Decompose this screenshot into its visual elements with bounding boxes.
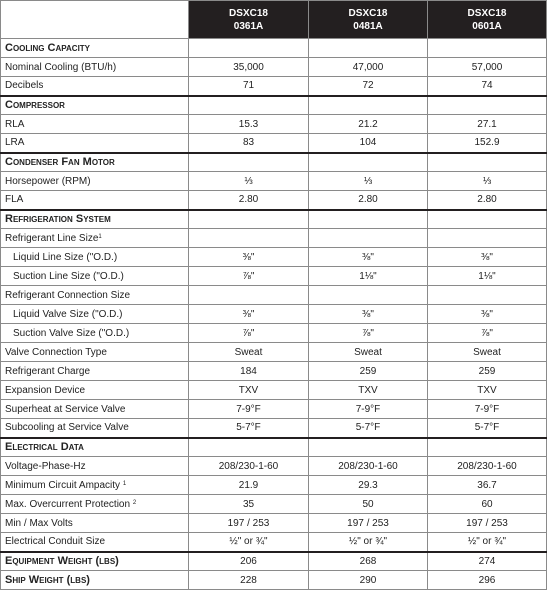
footnote-marker: 2 (132, 499, 137, 506)
cell-value: 7-9°F (309, 400, 428, 419)
cell-value: 268 (309, 552, 428, 571)
row-conduit-size (1, 533, 547, 552)
cell-value: 274 (428, 552, 547, 571)
row-label: LRA (1, 134, 189, 153)
cell-value: Sweat (428, 343, 547, 362)
cell-value: ⅞" (428, 324, 547, 343)
row-refrigerant-line-size (1, 229, 547, 248)
cell-value: 206 (189, 552, 309, 571)
row-lra (1, 134, 547, 153)
row-voltage-phase-hz (1, 457, 547, 476)
row-label: Minimum Circuit Ampacity $^1$ (1, 476, 189, 495)
row-refrigerant-connection-size (1, 286, 547, 305)
cell-value: ⅞" (189, 324, 309, 343)
row-liquid-line-size (1, 248, 547, 267)
cell-value: ⅓ (309, 172, 428, 191)
row-label: Refrigerant Connection Size (1, 286, 189, 305)
cell-value: 228 (189, 571, 309, 590)
row-label: Equipment Weight (lbs) (1, 552, 189, 571)
row-label: FLA (1, 191, 189, 210)
row-label: Electrical Conduit Size (1, 533, 189, 552)
cell-value: 29.3 (309, 476, 428, 495)
cell-value: 1⅛" (428, 267, 547, 286)
cell-value: 104 (309, 134, 428, 153)
cell-value: 184 (189, 362, 309, 381)
cell-value: 259 (309, 362, 428, 381)
cell-value: ⅜" (309, 248, 428, 267)
cell-value: 50 (309, 495, 428, 514)
row-label: Expansion Device (1, 381, 189, 400)
cell-value: ⅓ (428, 172, 547, 191)
section-title-refrigeration: Refrigeration System (1, 210, 189, 229)
row-valve-connection-type (1, 343, 547, 362)
row-fla (1, 191, 547, 210)
row-max-overcurrent (1, 495, 547, 514)
model-header-1: DSXC18 0361A (189, 1, 309, 39)
cell-value: 2.80 (309, 191, 428, 210)
row-label: Voltage-Phase-Hz (1, 457, 189, 476)
cell-value: 5-7°F (428, 419, 547, 438)
section-row-cooling (1, 39, 547, 58)
row-nominal-cooling (1, 58, 547, 77)
cell-value: 21.9 (189, 476, 309, 495)
cell-value: Sweat (309, 343, 428, 362)
row-min-circuit-ampacity (1, 476, 547, 495)
row-refrigerant-charge (1, 362, 547, 381)
cell-value: 72 (309, 77, 428, 96)
row-horsepower (1, 172, 547, 191)
cell-value: 83 (189, 134, 309, 153)
model-header-3: DSXC18 0601A (428, 1, 547, 39)
row-expansion-device (1, 381, 547, 400)
row-equipment-weight (1, 552, 547, 571)
row-label: Suction Line Size ("O.D.) (1, 267, 189, 286)
cell-value: ⅓ (189, 172, 309, 191)
row-rla (1, 115, 547, 134)
cell-value: 36.7 (428, 476, 547, 495)
cell-value: 197 / 253 (309, 514, 428, 533)
section-row-compressor (1, 96, 547, 115)
cell-value: TXV (428, 381, 547, 400)
cell-value: ½" or ¾" (189, 533, 309, 552)
cell-value: TXV (309, 381, 428, 400)
cell-value: ⅜" (428, 305, 547, 324)
cell-value: 259 (428, 362, 547, 381)
cell-value: 5-7°F (309, 419, 428, 438)
section-title-cooling: Cooling Capacity (1, 39, 189, 58)
section-title-electrical: Electrical Data (1, 438, 189, 457)
row-label: Superheat at Service Valve (1, 400, 189, 419)
row-ship-weight (1, 571, 547, 590)
cell-value: 15.3 (189, 115, 309, 134)
cell-value: ⅜" (189, 248, 309, 267)
cell-value: 7-9°F (428, 400, 547, 419)
row-label: Liquid Valve Size ("O.D.) (1, 305, 189, 324)
row-label: Liquid Line Size ("O.D.) (1, 248, 189, 267)
row-label: Ship Weight (lbs) (1, 571, 189, 590)
cell-value: 74 (428, 77, 547, 96)
row-subcooling (1, 419, 547, 438)
cell-value: 5-7°F (189, 419, 309, 438)
row-label: Max. Overcurrent Protection $^2$ (1, 495, 189, 514)
cell-value: 47,000 (309, 58, 428, 77)
row-label: Suction Valve Size ("O.D.) (1, 324, 189, 343)
cell-value: 1⅛" (309, 267, 428, 286)
cell-value: 71 (189, 77, 309, 96)
section-title-fan: Condenser Fan Motor (1, 153, 189, 172)
cell-value: ⅜" (309, 305, 428, 324)
row-label: Decibels (1, 77, 189, 96)
section-row-refrigeration (1, 210, 547, 229)
cell-value: 197 / 253 (428, 514, 547, 533)
row-min-max-volts (1, 514, 547, 533)
section-row-electrical (1, 438, 547, 457)
cell-value: 21.2 (309, 115, 428, 134)
row-label: Min / Max Volts (1, 514, 189, 533)
cell-value: 35,000 (189, 58, 309, 77)
cell-value: 7-9°F (189, 400, 309, 419)
row-label: Nominal Cooling (BTU/h) (1, 58, 189, 77)
row-superheat (1, 400, 547, 419)
cell-value: ⅞" (309, 324, 428, 343)
row-label: Refrigerant Charge (1, 362, 189, 381)
cell-value: 197 / 253 (189, 514, 309, 533)
cell-value: 57,000 (428, 58, 547, 77)
cell-value: 208/230-1-60 (309, 457, 428, 476)
model-header-2: DSXC18 0481A (309, 1, 428, 39)
cell-value: 208/230-1-60 (189, 457, 309, 476)
cell-value: 2.80 (189, 191, 309, 210)
cell-value: ½" or ¾" (428, 533, 547, 552)
section-row-fan (1, 153, 547, 172)
row-decibels (1, 77, 547, 96)
model-header-row (1, 1, 547, 39)
cell-value: ½" or ¾" (309, 533, 428, 552)
cell-value: 60 (428, 495, 547, 514)
cell-value: 27.1 (428, 115, 547, 134)
cell-value: 290 (309, 571, 428, 590)
cell-value: 296 (428, 571, 547, 590)
footnote-marker: 1 (122, 480, 127, 487)
row-label: Subcooling at Service Valve (1, 419, 189, 438)
cell-value: ⅞" (189, 267, 309, 286)
row-label: RLA (1, 115, 189, 134)
row-label: Horsepower (RPM) (1, 172, 189, 191)
row-label: Refrigerant Line Size$^1$ (1, 229, 189, 248)
cell-value: TXV (189, 381, 309, 400)
cell-value: 208/230-1-60 (428, 457, 547, 476)
cell-value: 35 (189, 495, 309, 514)
cell-value: ⅜" (428, 248, 547, 267)
section-title-compressor: Compressor (1, 96, 189, 115)
cell-value: 2.80 (428, 191, 547, 210)
row-liquid-valve-size (1, 305, 547, 324)
header-corner (1, 1, 189, 39)
row-label: Valve Connection Type (1, 343, 189, 362)
footnote-marker: 1 (98, 233, 102, 240)
row-suction-line-size (1, 267, 547, 286)
row-suction-valve-size (1, 324, 547, 343)
cell-value: Sweat (189, 343, 309, 362)
cell-value: ⅜" (189, 305, 309, 324)
cell-value: 152.9 (428, 134, 547, 153)
